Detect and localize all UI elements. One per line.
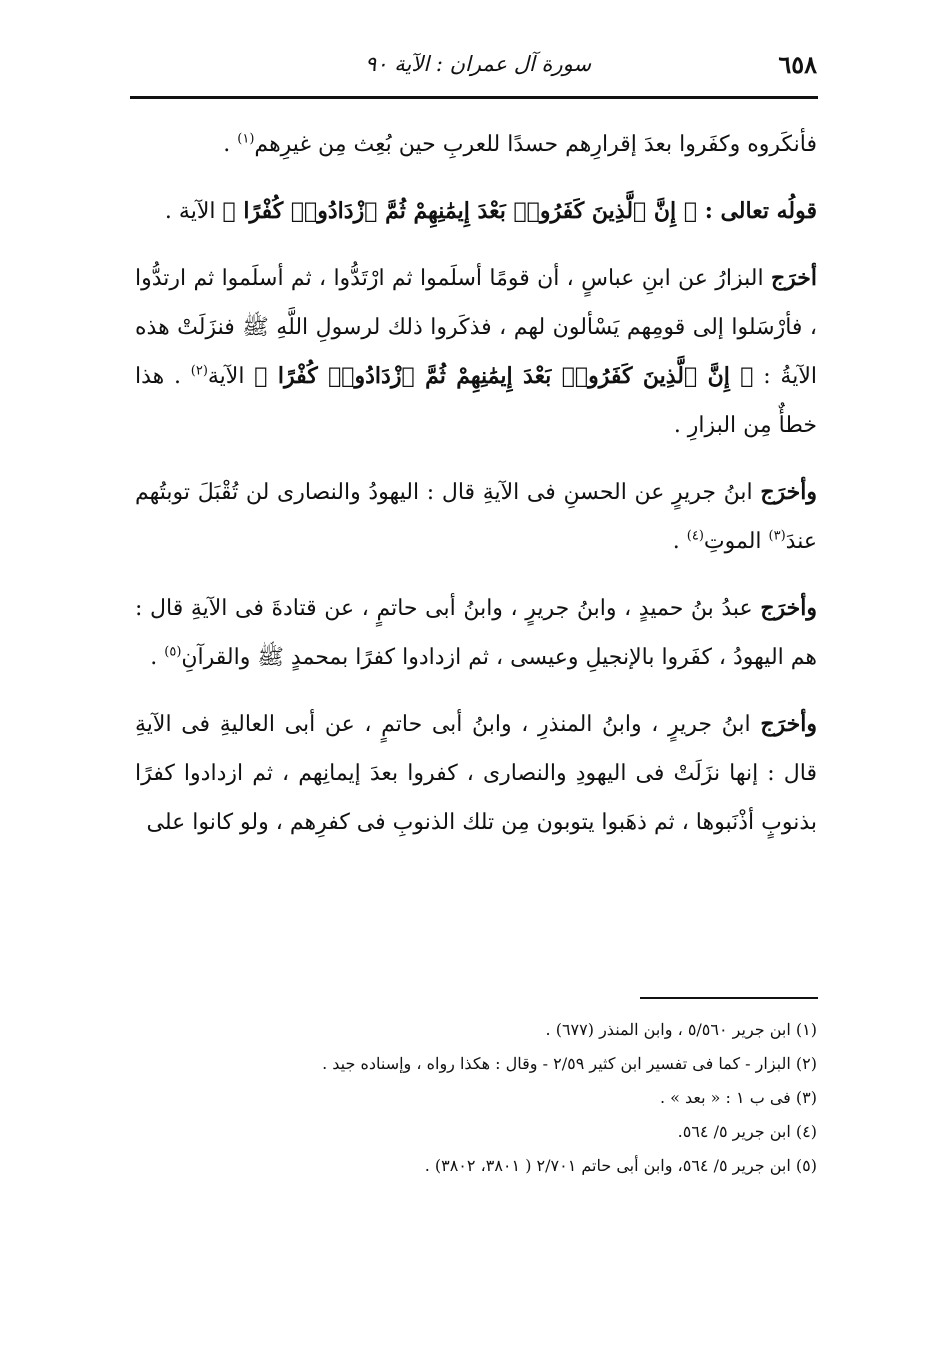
footnote-divider [640,997,818,999]
quran-verse: ﴿ إِنَّ ٱلَّذِينَ كَفَرُوا۟ بَعْدَ إِيمَٰنِهِمْ ثُمَّ ٱزْدَادُوا۟ كُفْرًا ﴾ [222,198,698,224]
paragraph-lead: وأخرَج [760,479,817,505]
footnote-ref[interactable]: (١) [237,131,255,147]
paragraph-text: ابنُ جريرٍ عن الحسنِ فى الآيةِ قال : اليهودُ والنصارى لن تُقْبَلَ توبتُهم عندَ [135,480,817,554]
main-text [135,120,817,865]
paragraph-lead: قولُه تعالى : [697,198,817,224]
footnote-5: (٥) ابن جرير ٥/ ٥٦٤، وابن أبى حاتم ٢/٧٠١ ( ٣٨٠١، ٣٨٠٢) . [424,1156,817,1175]
footnote-3: (٣) فى ب ١ : « بعد » . [659,1088,817,1107]
paragraph-text-2: الآية [207,364,255,389]
page-number: ٦٥٨ [778,50,817,79]
paragraph-text: فأنكَروه وكفَروا بعدَ إقرارِهم حسدًا للعربِ حين بُعِث مِن غيرِهم [254,132,817,157]
paragraph-lead: وأخرَج [760,595,817,621]
running-title: سورة آل عمران : الآية ٩٠ [365,52,592,76]
paragraph-tail: . [672,529,687,554]
paragraph-1 [135,120,817,169]
paragraph-6 [135,700,817,847]
footnotes [135,1013,817,1183]
paragraph-text-2: الموتِ [703,529,769,554]
paragraph-lead: أخرَج [770,265,817,291]
paragraph-3 [135,254,817,450]
header-divider [130,96,818,99]
footnote-1: (١) ابن جرير ٥/٥٦٠ ، وابن المنذر (٦٧٧) . [545,1020,817,1039]
footnote-ref[interactable]: (٤) [686,528,704,544]
footnote-4: (٤) ابن جرير ٥/ ٥٦٤. [677,1122,817,1141]
paragraph-text: البزارُ عن ابنِ عباسٍ ، أن قومًا أسلَموا ثم ارْتَدُّوا ، ثم أسلَموا ثم ارتدُّوا ، فأرْسَلوا إلى قومِهم يَسْألون لهم ، فذكَروا ذلك لرسولِ اللَّهِ ﷺ فنزَلَتْ هذه الآيةُ : [135,266,817,389]
paragraph-lead: وأخرَج [760,711,817,737]
paragraph-tail: . [150,645,165,670]
paragraph-5 [135,584,817,682]
paragraph-4 [135,468,817,566]
paragraph-text: عبدُ بنُ حميدٍ ، وابنُ جريرٍ ، وابنُ أبى حاتمٍ ، عن قتادةَ فى الآيةِ قال : هم اليهودُ ، كفَروا بالإنجيلِ وعيسى ، ثم ازدادوا كفرًا بمحمدٍ ﷺ والقرآنِ [135,596,817,670]
footnote-2: (٢) البزار - كما فى تفسير ابن كثير ٢/٥٩ - وقال : هكذا رواه ، وإسناده جيد . [322,1054,817,1073]
footnote-ref[interactable]: (٥) [164,644,182,660]
paragraph-tail: . [223,132,238,157]
paragraph-tail: . هذا خطأٌ مِن البزارِ . [135,364,817,438]
paragraph-text: ابنُ جريرٍ ، وابنُ المنذرِ ، وابنُ أبى حاتمٍ ، عن أبى العاليةِ فى الآيةِ قال : إنها نزَلَتْ فى اليهودِ والنصارى ، كفروا بعدَ إيمانِهم ، ثم ازدادوا كفرًا بذنوبٍ أذْنَبوها ، ثم ذهَبوا يتوبون مِن تلك الذنوبِ فى كفرِهم ، ولو كانوا على [135,712,817,835]
page-header [135,50,817,90]
quran-verse: ﴿ إِنَّ ٱلَّذِينَ كَفَرُوا۟ بَعْدَ إِيمَٰنِهِمْ ثُمَّ ٱزْدَادُوا۟ كُفْرًا ﴾ [254,363,754,389]
paragraph-2 [135,187,817,236]
footnote-ref[interactable]: (٢) [190,363,208,379]
paragraph-text: الآية . [164,199,223,224]
footnote-ref[interactable]: (٣) [768,528,786,544]
